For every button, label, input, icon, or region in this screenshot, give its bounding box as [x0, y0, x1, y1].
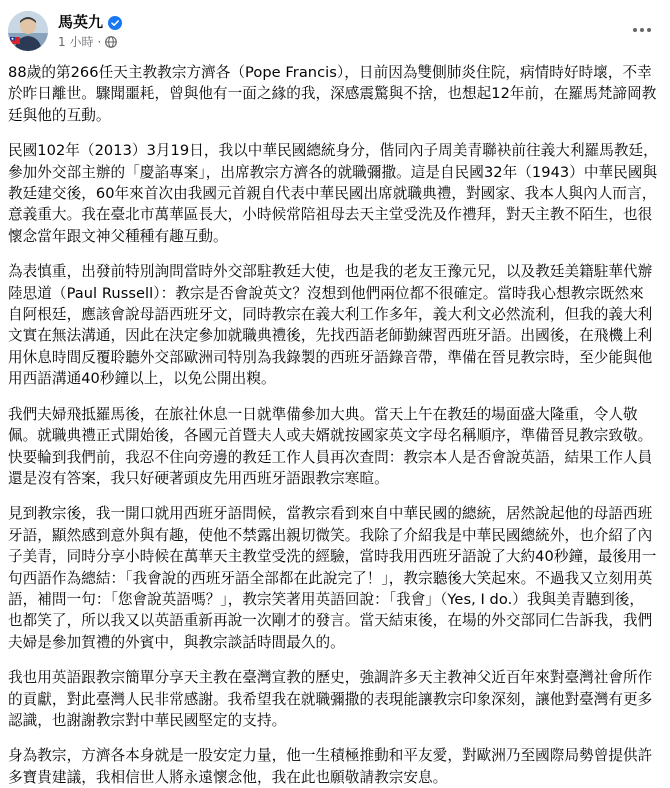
post-body	[8, 62, 658, 788]
avatar[interactable]	[8, 11, 48, 51]
timestamp-row	[58, 34, 122, 50]
author-name[interactable]: 馬英九	[58, 12, 104, 31]
post-paragraph: 身為教宗，方濟各本身就是一股安定力量，他一生積極推動和平友愛，對歐洲乃至國際局勢曾提供許多寶貴建議，我相信世人將永遠懷念他，我在此也願敬請教宗安息。	[8, 747, 653, 786]
author-row	[58, 13, 122, 31]
globe-icon[interactable]	[105, 36, 117, 48]
avatar-image	[8, 11, 48, 51]
separator-dot: ·	[97, 34, 102, 49]
verified-badge-icon	[108, 15, 122, 29]
post-paragraph: 我們夫婦飛抵羅馬後，在旅社休息一日就準備參加大典。當天上午在教廷的場面盛大隆重，令人敬佩。就職典禮正式開始後，各國元首暨夫人或夫婿就按國家英文字母名稱順序，準備晉見教宗致敬。快要輪到我們前，我忍不住向旁邊的教廷工作人員再次查問：教宗本人是否會說英語，結果工作人員還是沒有答案，我只好硬著頭皮先用西班牙語跟教宗寒暄。	[8, 405, 653, 487]
post-paragraph: 為表慎重，出發前特別詢問當時外交部駐教廷大使，也是我的老友王豫元兄，以及教廷美籍駐華代辦陸思道（Paul Russell）：教宗是否會說英文？沒想到他們兩位都不很確定。當時我心想教宗既然來自阿根廷，應該會說母語西班牙文，同時教宗在義大利工作多年，義大利文必然流利，但我的義大利文實在無法溝通，因此在決定參加就職典禮後，先找西語老師勤練習西班牙語。出國後，在飛機上利用休息時間反覆聆聽外交部歐洲司特別為我錄製的西班牙語錄音帶，準備在晉見教宗時，至少能與他用西語溝通40秒鐘以上，以免公開出糗。	[8, 263, 653, 388]
post-paragraph: 民國102年（2013）3月19日，我以中華民國總統身分，偕同內子周美青聯袂前往義大利羅馬教廷，參加外交部主辦的「慶諂專案」，出席教宗方濟各的就職彌撒。這是自民國32年（1943）中華民國與教廷建交後，60年來首次由我國元首親自代表中華民國出席就職典禮，對國家、我本人與內人而言，意義重大。我在臺北市萬華區長大，小時候常陪祖母去天主堂受洗及作禮拜，對天主教不陌生，也很懷念當年跟文神父種種有趣互動。	[8, 142, 658, 245]
post-paragraph: 我也用英語跟教宗簡單分享天主教在臺灣宣教的歷史，強調許多天主教神父近百年來對臺灣社會所作的貢獻，對此臺灣人民非常感謝。我希望我在就職彌撒的表現能讓教宗印象深刻，讓他對臺灣有更多認識，也謝謝教宗對中華民國堅定的支持。	[8, 669, 653, 729]
more-options-icon[interactable]	[630, 18, 654, 42]
post-meta	[58, 13, 122, 50]
timestamp[interactable]: 1 小時	[58, 34, 94, 49]
post-paragraph: 見到教宗後，我一開口就用西班牙語問候，當教宗看到來自中華民國的總統，居然說起他的母語西班牙語，顯然感到意外與有趣，使他不禁露出親切微笑。我除了介紹我是中華民國總統外，也介紹了內子美青，同時分享小時候在萬華天主教堂受洗的經驗，當時我用西班牙語說了大約40秒鐘，最後用一句西語作為總結：「我會說的西班牙語全部都在此說完了！」，教宗聽後大笑起來。不過我又立刻用英語，補問一句：「您會說英語嗎？」，教宗笑著用英語回說：「我會」（Yes, I do.）我與美青聽到後，也都笑了，所以我又以英語重新再說一次剛才的發言。當天結束後，在場的外交部同仁告訴我，我們夫婦是參加賀禮的外賓中，與教宗談話時間最久的。	[8, 505, 657, 651]
post-header	[8, 0, 658, 62]
post-paragraph: 88歲的第266任天主教教宗方濟各（Pope Francis），日前因為雙側肺炎住院，病情時好時壞，不幸於昨日離世。驟聞噩耗，曾與他有一面之緣的我，深感震驚與不捨，也想起12年前，在羅馬梵諦岡教廷與他的互動。	[8, 64, 657, 124]
